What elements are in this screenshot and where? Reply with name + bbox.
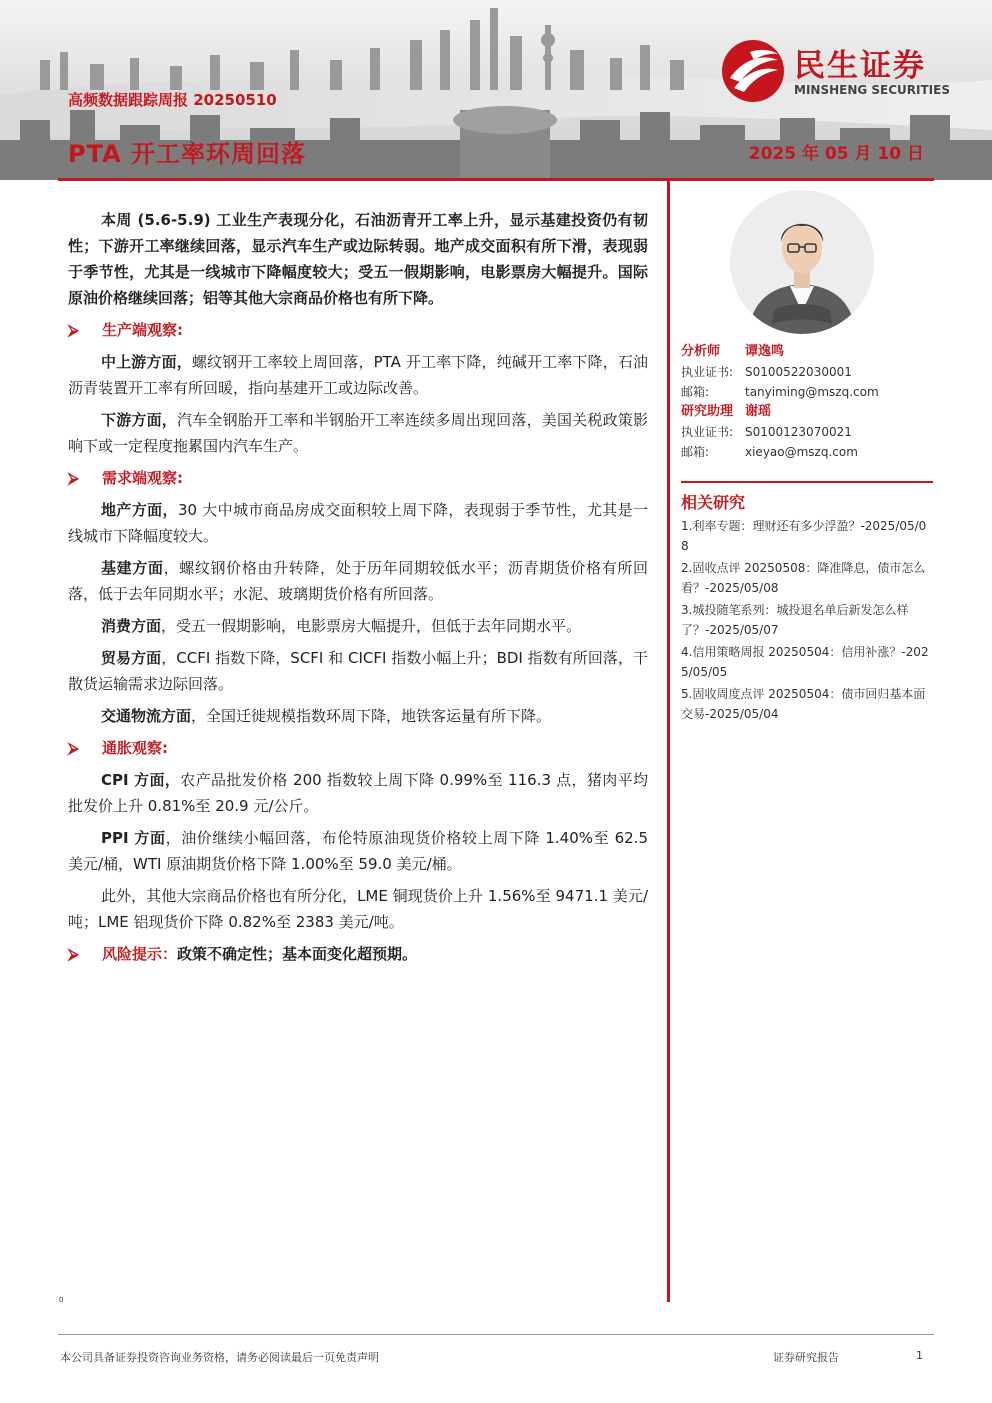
report-date: 2025 年 05 月 10 日 xyxy=(748,144,924,164)
assistant-email-link[interactable]: xieyao@mszq.com xyxy=(745,445,858,459)
ppi-paragraph: PPI 方面，油价继续小幅回落，布伦特原油现货价格较上周下降 1.40%至 62.5 美元/桶，WTI 原油期货价格下降 1.00%至 59.0 美元/桶。 xyxy=(68,829,648,873)
related-item[interactable]: 2.固收点评 20250508：降准降息，债市怎么看？-2025/05/08 xyxy=(681,561,926,595)
minsheng-emblem-icon xyxy=(720,38,786,104)
assistant-license-row: 执业证书: S0100123070021 xyxy=(681,425,852,439)
main-content xyxy=(68,207,648,973)
infrastructure-paragraph: 基建方面，螺纹钢价格由升转降，处于历年同期较低水平；沥青期货价格有所回落，低于去年同期水平；水泥、玻璃期货价格有所回落。 xyxy=(68,559,648,603)
analyst-row: 分析师 谭逸鸣 xyxy=(681,344,785,359)
assistant-row: 研究助理 谢瑶 xyxy=(681,404,772,419)
page-number: 1 xyxy=(916,1349,923,1362)
consumption-paragraph: 消费方面，受五一假期影响，电影票房大幅提升，但低于去年同期水平。 xyxy=(101,617,582,635)
footnote-mark: 0 xyxy=(59,1296,64,1304)
chevron-right-icon: ⮚ xyxy=(68,945,79,963)
analyst-email-link[interactable]: tanyiming@mszq.com xyxy=(745,385,879,399)
realestate-paragraph: 地产方面，30 大中城市商品房成交面积较上周下降，表现弱于季节性，尤其是一线城市下降幅度较大。 xyxy=(68,501,648,545)
commodities-paragraph: 此外，其他大宗商品价格也有所分化，LME 铜现货价上升 1.56%至 9471.1 美元/吨；LME 铝现货价下降 0.82%至 2383 美元/吨。 xyxy=(68,887,648,931)
section-inflation-heading: ⮚ 通胀观察: xyxy=(68,735,648,761)
report-type: 高频数据跟踪周报 20250510 xyxy=(68,91,277,109)
chevron-right-icon: ⮚ xyxy=(68,739,79,757)
section-production-heading: ⮚ 生产端观察: xyxy=(68,317,648,343)
footer-divider xyxy=(58,1334,934,1335)
section-demand-heading: ⮚ 需求端观察: xyxy=(68,465,648,491)
analyst-photo xyxy=(730,190,874,334)
page-title: PTA 开工率环周回落 xyxy=(68,140,307,168)
header-divider xyxy=(58,178,934,181)
related-research-list xyxy=(681,516,931,726)
column-divider xyxy=(667,181,670,1302)
related-item[interactable]: 4.信用策略周报 20250504：信用补涨？-2025/05/05 xyxy=(681,645,929,679)
minsheng-logo xyxy=(720,38,970,102)
analyst-portrait-icon xyxy=(730,190,874,334)
chevron-right-icon: ⮚ xyxy=(68,469,79,487)
summary-paragraph: 本周 (5.6-5.9) 工业生产表现分化，石油沥青开工率上升，显示基建投资仍有韧性；下游开工率继续回落，显示汽车生产或边际转弱。地产成交面积有所下滑，表现弱于季节性，尤其是一线城市下降幅度较大；受五一假期影响，电影票房大幅提升。国际原油价格继续回落；铝等其他大宗商品价格也有所下降。 xyxy=(68,211,648,307)
logo-en: MINSHENG SECURITIES xyxy=(794,83,950,97)
logo-cn: 民生证券 xyxy=(794,48,926,84)
upstream-paragraph: 中上游方面，螺纹钢开工率较上周回落，PTA 开工率下降，纯碱开工率下降，石油沥青装置开工率有所回暖，指向基建开工或边际改善。 xyxy=(68,353,648,397)
section-risk-heading: ⮚ 风险提示：政策不确定性；基本面变化超预期。 xyxy=(68,941,648,967)
trade-paragraph: 贸易方面，CCFI 指数下降，SCFI 和 CICFI 指数小幅上升；BDI 指数有所回落，干散货运输需求边际回落。 xyxy=(68,649,648,693)
related-divider xyxy=(681,481,933,483)
related-research-title: 相关研究 xyxy=(681,493,746,512)
analyst-email-row: 邮箱: tanyiming@mszq.com xyxy=(681,382,931,402)
related-item[interactable]: 1.利率专题：理财还有多少浮盈？-2025/05/08 xyxy=(681,519,927,553)
downstream-paragraph: 下游方面，汽车全钢胎开工率和半钢胎开工率连续多周出现回落，美国关税政策影响下或一定程度拖累国内汽车生产。 xyxy=(68,411,648,455)
transport-paragraph: 交通物流方面，全国迁徙规模指数环周下降，地铁客运量有所下降。 xyxy=(101,707,552,725)
cpi-paragraph: CPI 方面，农产品批发价格 200 指数较上周下降 0.99%至 116.3 点，猪肉平均批发价上升 0.81%至 20.9 元/公斤。 xyxy=(68,771,648,815)
footer-report-kind: 证券研究报告 xyxy=(773,1351,839,1364)
analyst-license-row: 执业证书: S0100522030001 xyxy=(681,365,852,379)
assistant-email-row: 邮箱: xieyao@mszq.com xyxy=(681,442,931,462)
header-banner xyxy=(0,0,992,180)
analyst-info xyxy=(681,342,931,462)
related-item[interactable]: 5.固收周度点评 20250504：债市回归基本面交易-2025/05/04 xyxy=(681,687,926,721)
chevron-right-icon: ⮚ xyxy=(68,321,79,339)
footer-disclaimer: 本公司具备证券投资咨询业务资格，请务必阅读最后一页免责声明 xyxy=(60,1351,379,1364)
related-item[interactable]: 3.城投随笔系列：城投退名单后新发怎么样了？-2025/05/07 xyxy=(681,603,909,637)
